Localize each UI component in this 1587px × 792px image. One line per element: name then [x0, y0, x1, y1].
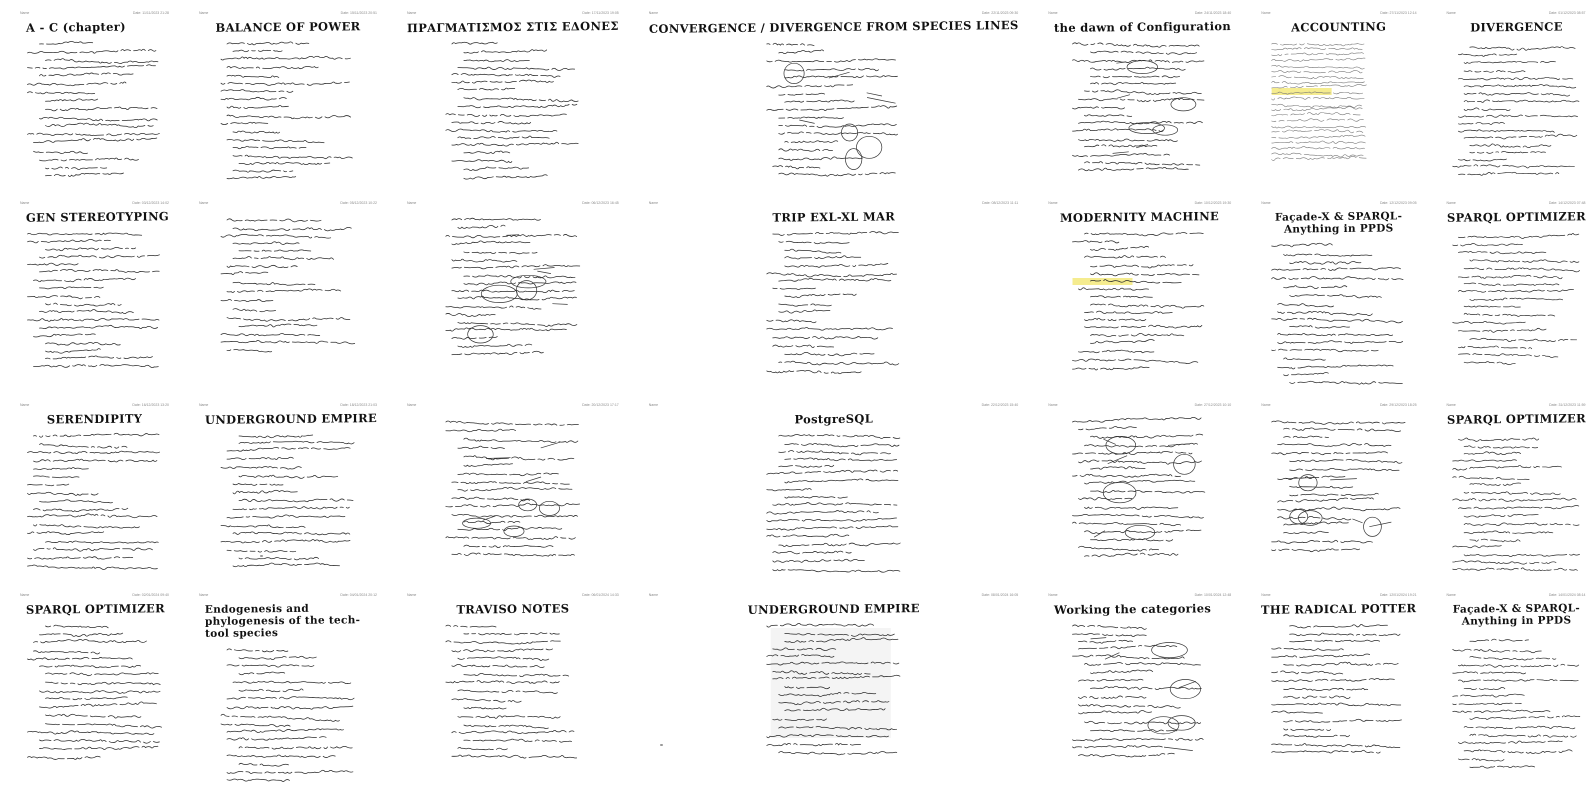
page-header: [407, 403, 619, 409]
handwritten-notes: [407, 36, 619, 186]
page-name-label: Name: [1048, 593, 1058, 597]
page-header: [20, 403, 169, 409]
page-title: TRAVISO NOTES: [456, 601, 570, 617]
page-date-label: Date: 12/01/2024 19:21: [1379, 593, 1417, 597]
notebook-page-thumbnail[interactable]: [1046, 590, 1233, 792]
notebook-page-thumbnail[interactable]: [1445, 8, 1587, 186]
page-date-label: Date: 17/11/2023 19:05: [582, 11, 619, 15]
page-date-label: Date: 29/12/2023 18:25: [1379, 403, 1417, 407]
page-title: GEN STEREOTYPING: [25, 209, 170, 225]
page-title: Façade-X & SPARQL-Anything in PPDS: [1452, 602, 1580, 628]
notebook-page-thumbnail[interactable]: [647, 198, 1021, 388]
page-date-label: Date: 12/12/2023 09:05: [1379, 201, 1417, 205]
page-header: [649, 201, 1019, 207]
notebook-page-thumbnail[interactable]: [18, 8, 171, 186]
notebook-page-thumbnail[interactable]: [18, 590, 171, 792]
page-name-label: Name: [1048, 403, 1058, 407]
page-title: SPARQL OPTIMIZER: [1446, 209, 1586, 225]
notebook-page-thumbnail[interactable]: [1046, 198, 1233, 388]
page-title: Façade-X & SPARQL-Anything in PPDS: [1275, 210, 1403, 236]
notebook-page-thumbnail[interactable]: [1259, 400, 1418, 578]
handwritten-notes: [407, 210, 619, 360]
page-name-label: Name: [20, 201, 30, 205]
page-name-label: Name: [20, 11, 30, 15]
page-name-label: Name: [199, 403, 209, 407]
handwritten-notes: [1447, 428, 1586, 578]
page-title: PostgreSQL: [794, 411, 873, 427]
page-name-label: Name: [1446, 201, 1456, 205]
notebook-page-thumbnail[interactable]: [197, 198, 379, 388]
page-name-label: Name: [648, 593, 659, 597]
page-date-label: Date: 22/11/2023 09:30: [981, 11, 1019, 15]
handwritten-notes: [649, 618, 1019, 768]
page-date-label: Date: 14/12/2023 07:48: [1548, 201, 1586, 205]
page-title: UNDERGROUND EMPIRE: [204, 411, 378, 427]
page-title: THE RADICAL POTTER: [1261, 601, 1417, 617]
notebook-page-thumbnail[interactable]: [1259, 8, 1418, 186]
page-header: [20, 593, 169, 599]
page-date-label: Date: 01/12/2023 08:57: [1548, 11, 1586, 15]
page-title: ACCOUNTING: [1291, 19, 1387, 35]
page-header: [20, 11, 169, 17]
page-header: [20, 201, 169, 207]
page-indicator-dot: [660, 744, 663, 746]
page-name-label: Name: [648, 201, 659, 205]
handwritten-notes: [199, 36, 377, 186]
page-name-label: Name: [648, 11, 659, 15]
page-header: [1048, 593, 1231, 599]
page-title: BALANCE OF POWER: [215, 19, 361, 35]
page-name-label: Name: [407, 403, 417, 407]
page-header: [1048, 201, 1231, 207]
notebook-page-thumbnail[interactable]: [1046, 8, 1233, 186]
notebook-page-thumbnail[interactable]: [1445, 400, 1587, 578]
handwritten-notes: [407, 412, 619, 562]
handwritten-notes: [20, 36, 169, 186]
page-name-label: Name: [1446, 11, 1456, 15]
page-header: [407, 11, 619, 17]
page-title: SPARQL OPTIMIZER: [1446, 411, 1586, 427]
page-header: [1447, 403, 1586, 409]
page-date-label: Date: 02/01/2024 09:40: [132, 593, 169, 597]
page-header: [1447, 11, 1586, 17]
notebook-page-thumbnail[interactable]: [405, 400, 621, 578]
page-date-label: Date: 10/01/2024 12:48: [1194, 593, 1232, 597]
handwritten-notes: [1261, 618, 1416, 768]
page-name-label: Name: [199, 593, 209, 597]
notebook-page-thumbnail[interactable]: [197, 590, 379, 792]
handwritten-notes: [20, 428, 169, 578]
page-header: [1048, 11, 1231, 17]
page-name-label: Name: [1261, 11, 1271, 15]
handwritten-notes: [649, 428, 1019, 578]
handwritten-notes: [1048, 36, 1231, 186]
page-title: the dawn of Configuration: [1054, 19, 1232, 35]
page-title: CONVERGENCE / DIVERGENCE FROM SPECIES LINES: [648, 18, 1019, 36]
page-date-label: Date: 24/11/2023 18:40: [1194, 11, 1232, 15]
page-date-label: Date: 31/12/2023 11:59: [1549, 403, 1586, 407]
page-date-label: Date: 06/12/2023 16:45: [582, 201, 619, 205]
page-title: UNDERGROUND EMPIRE: [747, 601, 920, 617]
page-name-label: Name: [1048, 11, 1058, 15]
page-title: TRIP EXL-XL MAR: [772, 209, 895, 225]
page-title: SERENDIPITY: [46, 411, 143, 427]
page-name-label: Name: [1261, 201, 1271, 205]
page-date-label: Date: 08/12/2023 11:11: [982, 201, 1019, 205]
page-header: [649, 593, 1019, 599]
page-header: [199, 593, 377, 599]
handwritten-notes: [1048, 226, 1231, 376]
page-date-label: Date: 20/12/2023 17:17: [582, 403, 619, 407]
page-name-label: Name: [648, 403, 659, 407]
page-header: [1261, 593, 1416, 599]
page-date-label: Date: 08/01/2024 16:05: [981, 593, 1019, 597]
page-date-label: Date: 27/12/2023 10:10: [1194, 403, 1232, 407]
page-date-label: Date: 22/12/2023 15:40: [981, 403, 1019, 407]
handwritten-notes: [199, 210, 377, 360]
page-name-label: Name: [407, 593, 417, 597]
page-name-label: Name: [1048, 201, 1058, 205]
page-title: SPARQL OPTIMIZER: [25, 601, 166, 617]
handwritten-notes: [1261, 36, 1416, 186]
handwritten-notes: [1048, 412, 1231, 562]
page-title: DIVERGENCE: [1469, 19, 1563, 35]
page-name-label: Name: [1446, 593, 1456, 597]
notebook-page-thumbnail[interactable]: [18, 198, 171, 388]
page-title: Endogenesis and phylogenesis of the tech-tool species: [204, 602, 361, 640]
page-name-label: Name: [199, 201, 209, 205]
page-name-label: Name: [20, 403, 30, 407]
page-header: [199, 403, 377, 409]
page-header: [407, 201, 619, 207]
handwritten-notes: [649, 36, 1019, 186]
page-title: ΠΡΑΓΜΑΤΙΣΜΟΣ ΣΤΙΣ ΕΔΟΝΕΣ: [406, 18, 619, 36]
page-name-label: Name: [1261, 593, 1271, 597]
page-date-label: Date: 18/12/2023 21:03: [340, 403, 377, 407]
page-date-label: Date: 16/12/2023 13:20: [132, 403, 169, 407]
notebook-page-thumbnail[interactable]: [1259, 590, 1418, 792]
handwritten-notes: [1048, 618, 1231, 768]
handwritten-notes: [199, 642, 377, 792]
page-date-label: Date: 11/11/2023 21:28: [132, 11, 169, 15]
handwritten-notes: [1447, 226, 1586, 376]
handwritten-notes: [1261, 412, 1416, 562]
page-date-label: Date: 05/12/2023 10:22: [340, 201, 377, 205]
page-date-label: Date: 15/11/2023 20:51: [340, 11, 377, 15]
page-header: [1447, 201, 1586, 207]
notebook-page-thumbnail[interactable]: [647, 8, 1021, 186]
handwritten-notes: [199, 428, 377, 578]
notebook-page-thumbnail[interactable]: [1046, 400, 1233, 578]
page-header: [649, 11, 1019, 17]
page-header: [1447, 593, 1586, 599]
page-header: [1261, 201, 1416, 207]
page-header: [199, 201, 377, 207]
page-header: [199, 11, 377, 17]
notebook-page-thumbnail[interactable]: [405, 8, 621, 186]
handwritten-notes: [1447, 630, 1586, 780]
handwritten-notes: [649, 226, 1019, 376]
page-title: A - C (chapter): [25, 19, 126, 35]
page-header: [1261, 11, 1416, 17]
page-name-label: Name: [407, 201, 417, 205]
notebook-page-thumbnail[interactable]: [18, 400, 171, 578]
page-date-label: Date: 27/11/2023 12:14: [1380, 11, 1417, 15]
page-date-label: Date: 04/01/2024 20:12: [340, 593, 377, 597]
page-name-label: Name: [1261, 403, 1271, 407]
page-date-label: Date: 06/01/2024 14:33: [582, 593, 619, 597]
page-name-label: Name: [199, 11, 209, 15]
page-date-label: Date: 14/01/2024 08:14: [1548, 593, 1586, 597]
notebook-page-thumbnail[interactable]: [1259, 198, 1418, 388]
page-header: [1261, 403, 1416, 409]
page-title: Working the categories: [1054, 601, 1212, 617]
handwritten-notes: [1261, 238, 1416, 388]
notebook-page-thumbnail[interactable]: [1445, 590, 1587, 792]
notebook-page-thumbnail[interactable]: [647, 590, 1021, 792]
handwritten-notes: [1447, 36, 1586, 186]
notebook-page-thumbnail[interactable]: [405, 198, 621, 388]
notebook-page-thumbnail[interactable]: [197, 8, 379, 186]
notebook-thumbnail-grid: [18, 8, 1586, 752]
notebook-page-thumbnail[interactable]: [197, 400, 379, 578]
page-header: [649, 403, 1019, 409]
notebook-page-thumbnail[interactable]: [647, 400, 1021, 578]
page-name-label: Name: [407, 11, 417, 15]
notebook-page-thumbnail[interactable]: [405, 590, 621, 792]
page-name-label: Name: [1446, 403, 1456, 407]
page-date-label: Date: 03/12/2023 14:02: [132, 201, 169, 205]
page-header: [407, 593, 619, 599]
page-name-label: Name: [20, 593, 30, 597]
notebook-page-thumbnail[interactable]: [1445, 198, 1587, 388]
handwritten-notes: [20, 226, 169, 376]
page-indicator-dot: [260, 555, 263, 557]
handwritten-notes: [407, 618, 619, 768]
page-date-label: Date: 10/12/2023 19:30: [1194, 201, 1232, 205]
handwritten-notes: [20, 618, 169, 768]
page-title: MODERNITY MACHINE: [1060, 209, 1220, 225]
page-header: [1048, 403, 1231, 409]
